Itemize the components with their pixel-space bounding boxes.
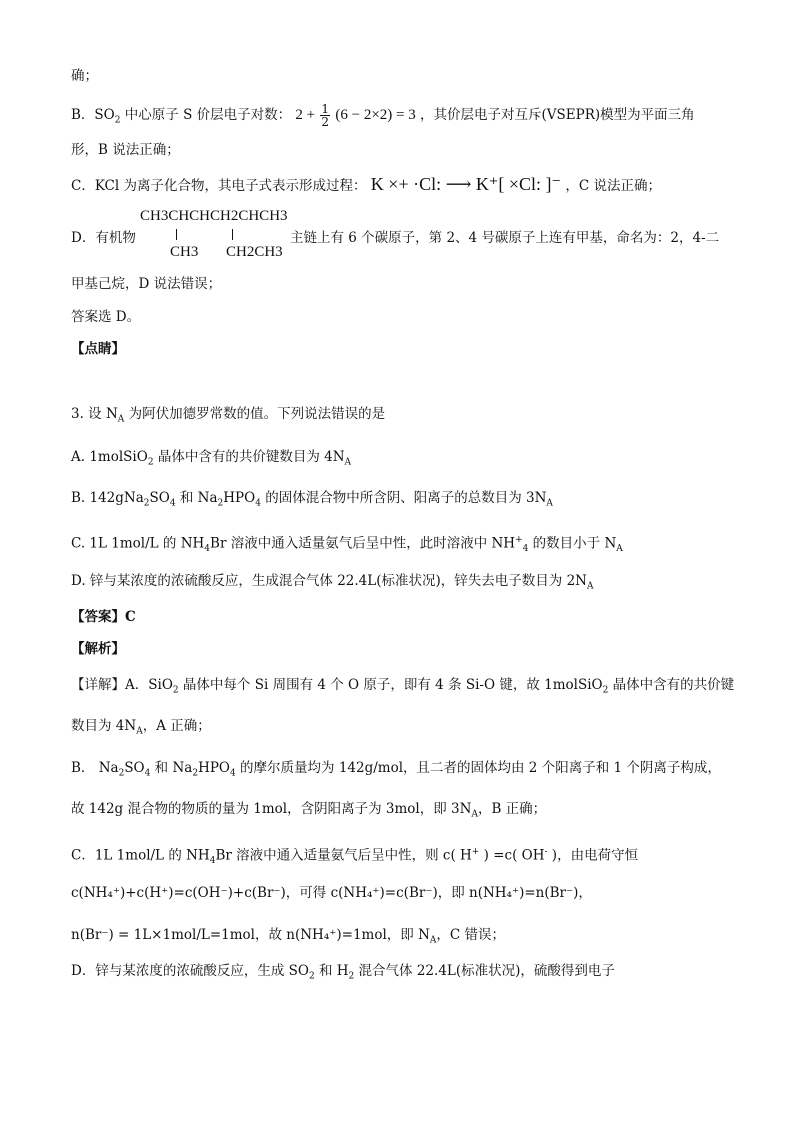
analysis-label: 【解析】 — [71, 641, 125, 657]
option-c: C. 1L 1mol/L 的 $NH_4Br$ 溶液中通入适量氨气后呈中性，此时溶液中 $NH^+_4$ 的数目小于 $N_A$ — [71, 535, 623, 555]
text-line: 形，B 说法正确； — [71, 142, 180, 158]
option-d-explanation: D．有机物 — [71, 230, 136, 246]
option-a: A. 1molSiO$_2$ 晶体中含有的共价键数目为 $4N_A$ — [71, 449, 352, 468]
structural-formula: CH3CHCHCH2CHCH3 CH3 CH2CH3 — [140, 208, 288, 260]
fraction: $\frac{1}{2}$ — [321, 102, 330, 129]
detail-d: D．锌与某浓度的浓硫酸反应，生成 $SO_2$ 和 $H_2$ 混合气体 22.4L(标准状况)，硫酸得到电子 — [71, 963, 615, 982]
text-line: 答案选 D。 — [71, 309, 141, 325]
option-b: B. $142gNa_2SO_4$ 和 $Na_2HPO_4$ 的固体混合物中所含阴、阳离子的总数目为 $3N_A$ — [71, 490, 553, 509]
text-line: 数目为 $4N_A$，A 正确； — [71, 718, 211, 737]
text-line: 确； — [71, 68, 98, 84]
answer-label: 【答案】C — [71, 609, 136, 625]
option-b-explanation: B．$SO_2$ 中心原子 S 价层电子对数： 2 + $\frac{1}{2}$ (6 − 2×2) = 3 ，其价层电子对互斥(VSEPR)模型为平面三角 — [71, 102, 695, 129]
detail-b: B． $Na_2SO_4$ 和 $Na_2HPO_4$ 的摩尔质量均为 142g/mol，且二者的固体均由 2 个阳离子和 1 个阴离子构成， — [71, 760, 721, 779]
text-line: c(NH₄⁺)+c(H⁺)=c(OH⁻)+c(Br⁻)，可得 c(NH₄⁺)=c(Br⁻)，即 n(NH₄⁺)=n(Br⁻)， — [71, 885, 592, 901]
text-line: 故 142g 混合物的物质的量为 1mol，含阴阳离子为 3mol，即 $3N_A$，B 正确； — [71, 801, 547, 820]
section-heading: 【点睛】 — [71, 341, 125, 357]
option-c-explanation: C．KCl 为离子化合物，其电子式表示形成过程： K ×+ ·Cl: ⟶ K⁺[ ×Cl: ]⁻ ，C 说法正确； — [71, 174, 661, 194]
text-line: n(Br⁻) = 1L×1mol/L=1mol，故 n(NH₄⁺)=1mol，即 $N_A$，C 错误； — [71, 927, 506, 946]
text-line: 甲基己烷，D 说法错误； — [71, 276, 222, 292]
detail-a: 【详解】A．SiO$_2$ 晶体中每个 Si 周围有 4 个 O 原子，即有 4 条 Si-O 键，故 1molSiO$_2$ 晶体中含有的共价键 — [71, 677, 735, 696]
question-stem: 3. 设 $N_A$ 为阿伏加德罗常数的值。下列说法错误的是 — [71, 406, 386, 425]
option-d: D. 锌与某浓度的浓硫酸反应，生成混合气体 22.4L(标准状况)，锌失去电子数目为 $2N_A$ — [71, 573, 594, 592]
detail-c: C．1L 1mol/L 的 $NH_4Br$ 溶液中通入适量氨气后呈中性，则 c( H+ ) =c( OH- )，由电荷守恒 — [71, 847, 639, 867]
electron-formula: K ×+ ·Cl: ⟶ K⁺[ ×Cl: ]⁻ — [370, 174, 562, 194]
text-line: 主链上有 6 个碳原子，第 2、4 号碳原子上连有甲基，命名为：2，4-二 — [290, 230, 720, 246]
